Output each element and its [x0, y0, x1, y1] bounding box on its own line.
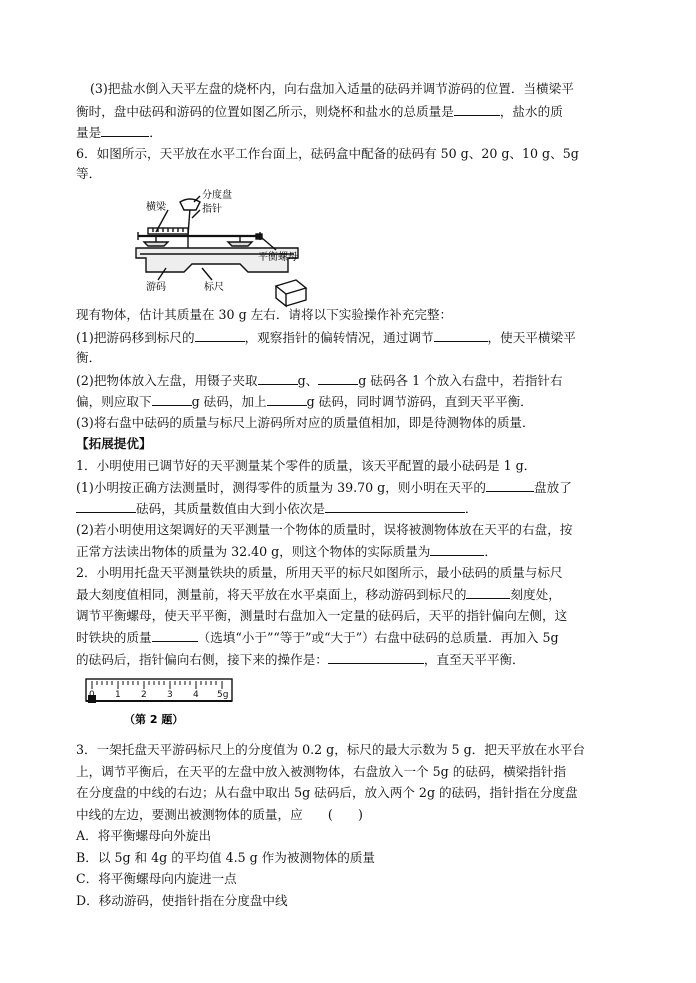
- label-dial: 分度盘: [202, 190, 232, 201]
- answer-blank[interactable]: [430, 541, 484, 556]
- text-line: (3)将右盘中砝码的质量与标尺上游码所对应的质量值相加，即是待测物体的质量．: [76, 415, 535, 430]
- label-scale: 标尺: [204, 282, 224, 293]
- question-6: 6．如图所示，天平放在水平工作台面上，砝码盒中配备的砝码有 50 g、20 g、10 g、5g: [76, 146, 579, 161]
- option-a[interactable]: A．将平衡螺母向外旋出: [76, 828, 212, 843]
- tick-label: 0: [89, 690, 95, 700]
- answer-blank[interactable]: [325, 498, 465, 513]
- answer-blank[interactable]: [258, 370, 298, 385]
- text-line: 正常方法读出物体的质量为 32.40 g，则这个物体的实际质量为 ．: [76, 541, 497, 562]
- text-line: 调节平衡螺母，使天平平衡，测量时右盘加入一定量的砝码后，天平的指针偏向左侧，这: [76, 608, 568, 623]
- answer-blank[interactable]: [328, 649, 424, 664]
- question-1: 1．小明使用已调节好的天平测量某个零件的质量，该天平配置的最小砝码是 1 g．: [76, 458, 537, 473]
- scale-ruler-figure: [84, 677, 234, 731]
- text-line: (2)把物体放入左盘，用镊子夹取 g、 g 砝码各 1 个放入右盘中，若指针右: [76, 370, 563, 391]
- tick-label: 1: [115, 690, 121, 700]
- text-line: 的砝码后，指针偏向右侧，接下来的操作是： ，直至天平平衡．: [76, 649, 525, 670]
- tick-label: 2: [141, 690, 147, 700]
- label-beam: 横梁: [146, 202, 166, 213]
- text-line: (1)把游码移到标尺的 ，观察指针的偏转情况，通过调节 ，使天平横梁平: [76, 327, 576, 348]
- balance-figure: [128, 188, 308, 308]
- label-nut: 平衡螺母: [258, 252, 298, 263]
- answer-blank[interactable]: [454, 101, 500, 116]
- figure-caption: （第 2 题）: [124, 713, 184, 726]
- text-line: (1)小明按正确方法测量时，测得零件的质量为 39.70 g，则小明在天平的 盘放了: [76, 477, 572, 498]
- tick-label: 5g: [217, 690, 229, 700]
- text-line: (3)把盐水倒入天平左盘的烧杯内，向右盘加入适量的砝码并调节游码的位置．当横梁平: [90, 81, 574, 96]
- text-line: 偏，则应取下 g 砝码，加上 g 砝码，同时调节游码，直到天平平衡．: [76, 391, 533, 412]
- answer-blank[interactable]: [101, 122, 149, 137]
- option-c[interactable]: C．将平衡螺母向内旋进一点: [76, 871, 237, 886]
- answer-blank[interactable]: [195, 327, 245, 342]
- question-2: 2．小明用托盘天平测量铁块的质量，所用天平的标尺如图所示，最小砝码的质量与标尺: [76, 565, 563, 580]
- option-d[interactable]: D．移动游码，使指针指在分度盘中线: [76, 893, 288, 908]
- section-heading: 【拓展提优】: [76, 436, 152, 451]
- answer-blank[interactable]: [466, 584, 510, 599]
- question-3: 3．一架托盘天平游码标尺上的分度值为 0.2 g，标尺的最大示数为 5 g．把天平放在水平台: [76, 742, 585, 757]
- text-line: 量是 ．: [76, 122, 162, 143]
- tick-label: 3: [167, 690, 173, 700]
- answer-blank[interactable]: [152, 627, 198, 642]
- text-line: 上，调节平衡后，在天平的左盘中放入被测物体，右盘放入一个 5g 的砝码，横梁指针指: [76, 764, 567, 779]
- label-pointer: 指针: [202, 204, 222, 215]
- answer-blank[interactable]: [267, 391, 307, 406]
- tick-label: 4: [193, 690, 199, 700]
- answer-blank[interactable]: [76, 498, 136, 513]
- text-line: 中线的左边，要测出被测物体的质量，应 ( ): [76, 807, 363, 822]
- text-line: (2)若小明使用这架调好的天平测量一个物体的质量时，误将被测物体放在天平的右盘，按: [76, 522, 573, 537]
- text-line: 衡．: [76, 350, 102, 365]
- label-rider: 游码: [146, 282, 166, 293]
- text-line: 现有物体，估计其质量在 30 g 左右．请将以下实验操作补充完整：: [76, 307, 453, 322]
- answer-blank[interactable]: [318, 370, 358, 385]
- text-line: 砝码，其质量数值由大到小依次是 ．: [76, 498, 478, 519]
- option-b[interactable]: B．以 5g 和 4g 的平均值 4.5 g 作为被测物体的质量: [76, 850, 376, 865]
- answer-blank[interactable]: [152, 391, 192, 406]
- text-line: 在分度盘的中线的右边；从右盘中取出 5g 砝码后，放入两个 2g 的砝码，指针指在分度盘: [76, 785, 578, 800]
- text-line: 最大刻度值相同，测量前，将天平放在水平桌面上，移动游码到标尺的 刻度处，: [76, 584, 561, 605]
- answer-blank[interactable]: [486, 477, 534, 492]
- text-line: 等．: [76, 166, 102, 181]
- text-line: 时铁块的质量 （选填“小于”“等于”或“大于”）右盘中砝码的总质量．再加入 5g: [76, 627, 559, 648]
- text-line: 衡时，盘中砝码和游码的位置如图乙所示，则烧杯和盐水的总质量是 ，盐水的质: [76, 101, 563, 122]
- answer-blank[interactable]: [434, 327, 488, 342]
